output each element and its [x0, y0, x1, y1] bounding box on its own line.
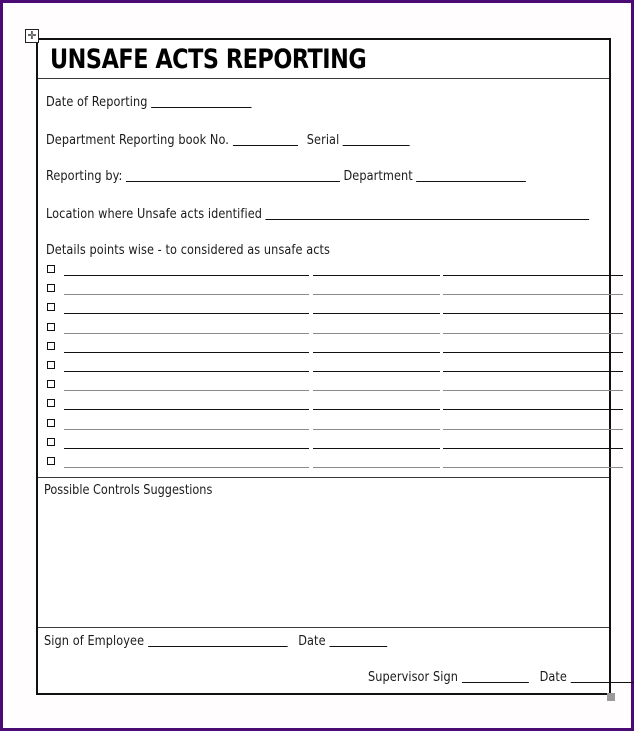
checkbox-icon[interactable] — [47, 342, 55, 350]
date-of-reporting-label: Date of Reporting — [46, 94, 148, 110]
rule-segment — [443, 448, 623, 449]
checkbox-icon[interactable] — [47, 323, 55, 331]
rule-segment — [443, 429, 623, 430]
checklist-row[interactable] — [38, 454, 609, 473]
details-instruction-label: Details points wise - to considered as unsafe acts — [46, 242, 331, 258]
signature-block — [38, 627, 609, 695]
reporting-by-input[interactable] — [126, 170, 340, 182]
rule-segment — [443, 467, 623, 468]
employee-date-label: Date — [298, 633, 326, 649]
reporting-by-label: Reporting by: — [46, 168, 123, 184]
date-of-reporting-input[interactable] — [151, 96, 251, 108]
rule-segment — [64, 333, 309, 334]
field-location-identified[interactable] — [46, 206, 589, 222]
rule-segment — [313, 275, 440, 276]
rule-segment — [313, 409, 440, 410]
rule-segment — [64, 294, 309, 295]
checklist-row[interactable] — [38, 300, 609, 319]
employee-sign-input[interactable] — [148, 635, 288, 647]
checklist-row[interactable] — [38, 435, 609, 454]
checkbox-icon[interactable] — [47, 399, 55, 407]
field-supervisor-sign[interactable] — [368, 669, 634, 685]
department-input[interactable] — [416, 170, 526, 182]
checklist-row[interactable] — [38, 281, 609, 300]
rule-segment — [443, 390, 623, 391]
rule-segment — [313, 352, 440, 353]
details-instruction — [46, 242, 330, 258]
location-identified-label: Location where Unsafe acts identified — [46, 206, 263, 222]
field-department-reporting-book[interactable] — [46, 132, 410, 148]
checklist-row[interactable] — [38, 262, 609, 281]
checkbox-icon[interactable] — [47, 457, 55, 465]
unsafe-acts-reporting-form — [36, 38, 611, 695]
form-title-band — [38, 40, 609, 78]
rule-segment — [313, 390, 440, 391]
checklist-row[interactable] — [38, 358, 609, 377]
rule-segment — [64, 409, 309, 410]
checklist-row[interactable] — [38, 377, 609, 396]
rule-segment — [313, 448, 440, 449]
checklist-row[interactable] — [38, 396, 609, 415]
employee-sign-label: Sign of Employee — [44, 633, 145, 649]
checkbox-icon[interactable] — [47, 361, 55, 369]
rule-segment — [64, 448, 309, 449]
checklist-row[interactable] — [38, 416, 609, 435]
rule-segment — [313, 333, 440, 334]
rule-segment — [443, 409, 623, 410]
location-identified-input[interactable] — [266, 208, 590, 220]
rule-segment — [443, 333, 623, 334]
field-employee-sign[interactable] — [44, 633, 387, 649]
rule-segment — [443, 371, 623, 372]
page-title: UNSAFE ACTS REPORTING — [50, 44, 367, 75]
department-reporting-book-no-label: Department Reporting book No. — [46, 132, 229, 148]
rule-segment — [443, 313, 623, 314]
field-reporting-by[interactable] — [46, 168, 526, 184]
checkbox-icon[interactable] — [47, 284, 55, 292]
rule-segment — [64, 429, 309, 430]
rule-segment — [64, 467, 309, 468]
rule-segment — [443, 352, 623, 353]
checkbox-icon[interactable] — [47, 438, 55, 446]
serial-label: Serial — [306, 132, 340, 148]
rule-segment — [64, 275, 309, 276]
table-move-handle[interactable]: ✛ — [25, 29, 39, 43]
rule-segment — [313, 467, 440, 468]
supervisor-date-input[interactable] — [571, 671, 634, 683]
checklist-row[interactable] — [38, 339, 609, 358]
rule-segment — [64, 313, 309, 314]
rule-segment — [64, 390, 309, 391]
field-date-of-reporting[interactable] — [46, 94, 252, 110]
supervisor-date-label: Date — [539, 669, 567, 685]
possible-controls-suggestions-label: Possible Controls Suggestions — [44, 482, 213, 498]
rule-segment — [443, 294, 623, 295]
rule-segment — [313, 371, 440, 372]
unsafe-acts-checklist — [38, 262, 609, 477]
supervisor-sign-label: Supervisor Sign — [368, 669, 458, 685]
rule-segment — [64, 371, 309, 372]
table-resize-handle[interactable] — [607, 693, 615, 701]
supervisor-sign-input[interactable] — [462, 671, 529, 683]
serial-input[interactable] — [343, 134, 410, 146]
checkbox-icon[interactable] — [47, 380, 55, 388]
rule-segment — [443, 275, 623, 276]
checkbox-icon[interactable] — [47, 419, 55, 427]
department-label: Department — [343, 168, 413, 184]
rule-segment — [64, 352, 309, 353]
title-separator — [38, 78, 609, 79]
possible-controls-suggestions-area[interactable] — [38, 477, 609, 627]
employee-date-input[interactable] — [329, 635, 387, 647]
rule-segment — [313, 313, 440, 314]
checklist-row[interactable] — [38, 320, 609, 339]
rule-segment — [313, 429, 440, 430]
department-reporting-book-no-input[interactable] — [233, 134, 298, 146]
checkbox-icon[interactable] — [47, 303, 55, 311]
rule-segment — [313, 294, 440, 295]
checkbox-icon[interactable] — [47, 265, 55, 273]
